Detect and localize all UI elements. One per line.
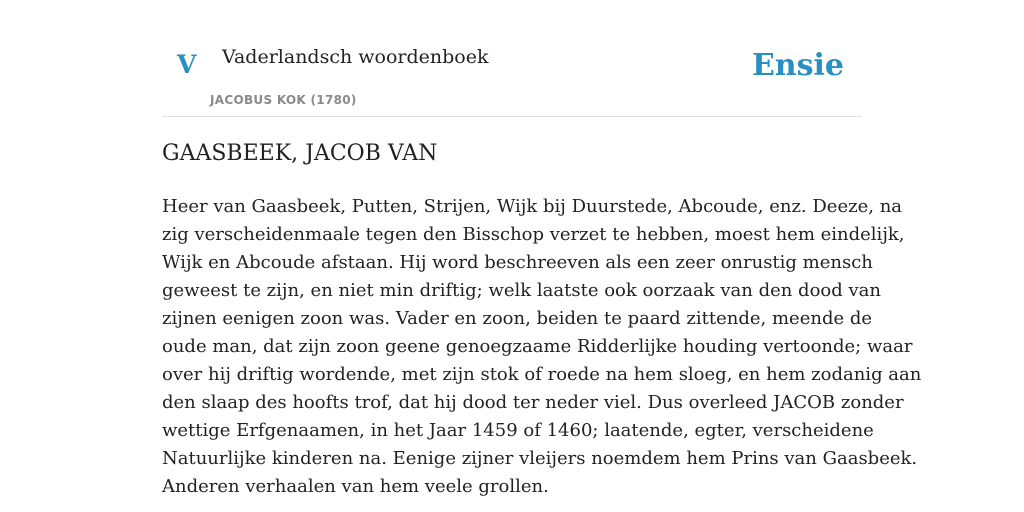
entry-body-line: Wijk en Abcoude afstaan. Hij word beschreeven als een zeer onrustig mensch — [162, 252, 873, 273]
ensie-logo-link[interactable]: Ensie — [751, 48, 844, 83]
entry-body-line: wettige Erfgenaamen, in het Jaar 1459 of 1460; laatende, egter, verscheidene — [162, 420, 874, 441]
entry-body-line: Natuurlijke kinderen na. Eenige zijner vleijers noemdem hem Prins van Gaasbeek. — [162, 448, 918, 469]
entry-body-line: zig verscheidenmaale tegen den Bisschop verzet te hebben, moest hem eindelijk, — [162, 224, 905, 245]
entry-body-line: oude man, dat zijn zoon geene genoegzaame Ridderlijke houding vertoonde; waar — [162, 336, 913, 357]
entry-title: GAASBEEK, JACOB VAN — [162, 141, 438, 166]
entry-body-line: Heer van Gaasbeek, Putten, Strijen, Wijk bij Duurstede, Abcoude, enz. Deeze, na — [162, 196, 903, 217]
entry-body-line: over hij driftig wordende, met zijn stok of roede na hem sloeg, en hem zodanig aan — [162, 364, 922, 385]
entry-body — [162, 193, 922, 501]
book-header — [162, 0, 862, 117]
entry-body-line: den slaap des hoofts trof, dat hij dood ter neder viel. Dus overleed JACOB zonder — [162, 392, 904, 413]
book-letter-icon[interactable]: V — [177, 50, 197, 79]
entry-body-line: zijnen eenigen zoon was. Vader en zoon, beiden te paard zittende, meende de — [162, 308, 873, 329]
entry-body-line: Anderen verhaalen van hem veele grollen. — [162, 476, 549, 497]
entry-body-line: geweest te zijn, en niet min driftig; welk laatste ook oorzaak van den dood van — [162, 280, 881, 301]
book-author: JACOBUS KOK (1780) — [210, 93, 357, 107]
book-title-link[interactable]: Vaderlandsch woordenboek — [222, 46, 489, 68]
